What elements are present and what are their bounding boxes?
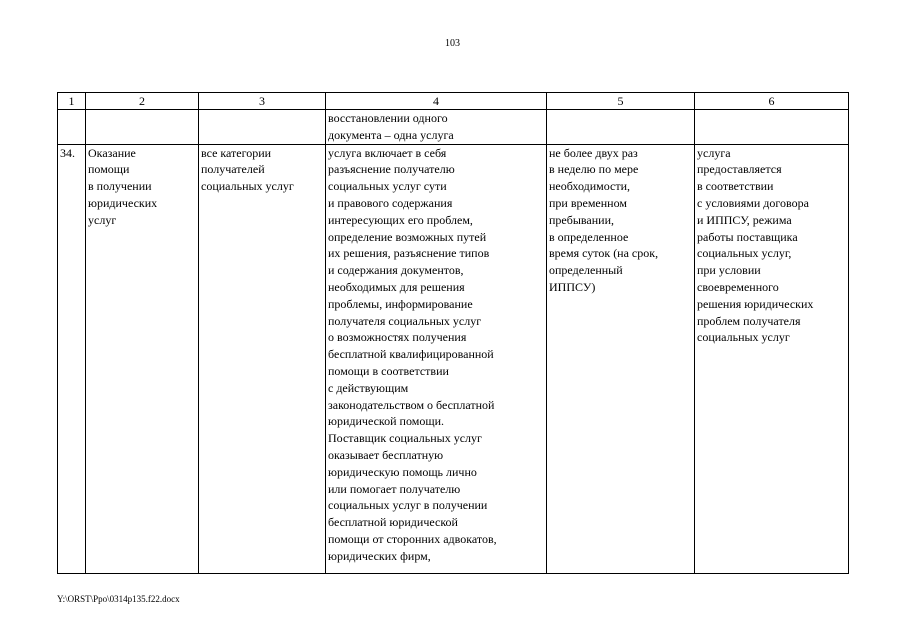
service-frequency: не более двух раз в неделю по мере необходимости, при временном пребывании, в определенное время суток (на срок, определенный ИППСУ) <box>547 144 695 573</box>
table-cell <box>86 110 199 145</box>
footer-file-path: Y:\ORST\Ppo\0314p135.f22.docx <box>57 594 180 604</box>
column-header: 6 <box>695 93 849 110</box>
table-cell: восстановлении одного документа – одна услуга <box>326 110 547 145</box>
table-cell <box>199 110 326 145</box>
column-header: 1 <box>58 93 86 110</box>
table-header-row <box>58 93 849 110</box>
service-name: Оказание помощи в получении юридических услуг <box>86 144 199 573</box>
table-cell <box>58 110 86 145</box>
row-number: 34. <box>58 144 86 573</box>
continuation-row <box>58 110 849 145</box>
service-conditions: услуга предоставляется в соответствии с условиями договора и ИППСУ, режима работы поставщика социальных услуг, при условии своевременного решения юридических проблем получателя социальных услуг <box>695 144 849 573</box>
page-number: 103 <box>445 38 460 49</box>
column-header: 4 <box>326 93 547 110</box>
table-cell <box>695 110 849 145</box>
recipient-categories: все категории получателей социальных услуг <box>199 144 326 573</box>
column-header: 3 <box>199 93 326 110</box>
column-header: 5 <box>547 93 695 110</box>
table-cell <box>547 110 695 145</box>
column-header: 2 <box>86 93 199 110</box>
service-description: услуга включает в себя разъяснение получателю социальных услуг сути и правового содержания интересующих его проблем, определение возможных путей их решения, разъяснение типов и содержания документов, необходимых для решения проблемы, информирование получателя социальных услуг о возможностях получения бесплатной квалифицированной помощи в соответствии с действующим законодательством о бесплатной юридической помощи. Поставщик социальных услуг оказывает бесплатную юридическую помощь лично или помогает получателю социальных услуг в получении бесплатной юридической помощи от сторонних адвокатов, юридических фирм, <box>326 144 547 573</box>
services-table <box>57 92 849 574</box>
table-row-34 <box>58 144 849 573</box>
